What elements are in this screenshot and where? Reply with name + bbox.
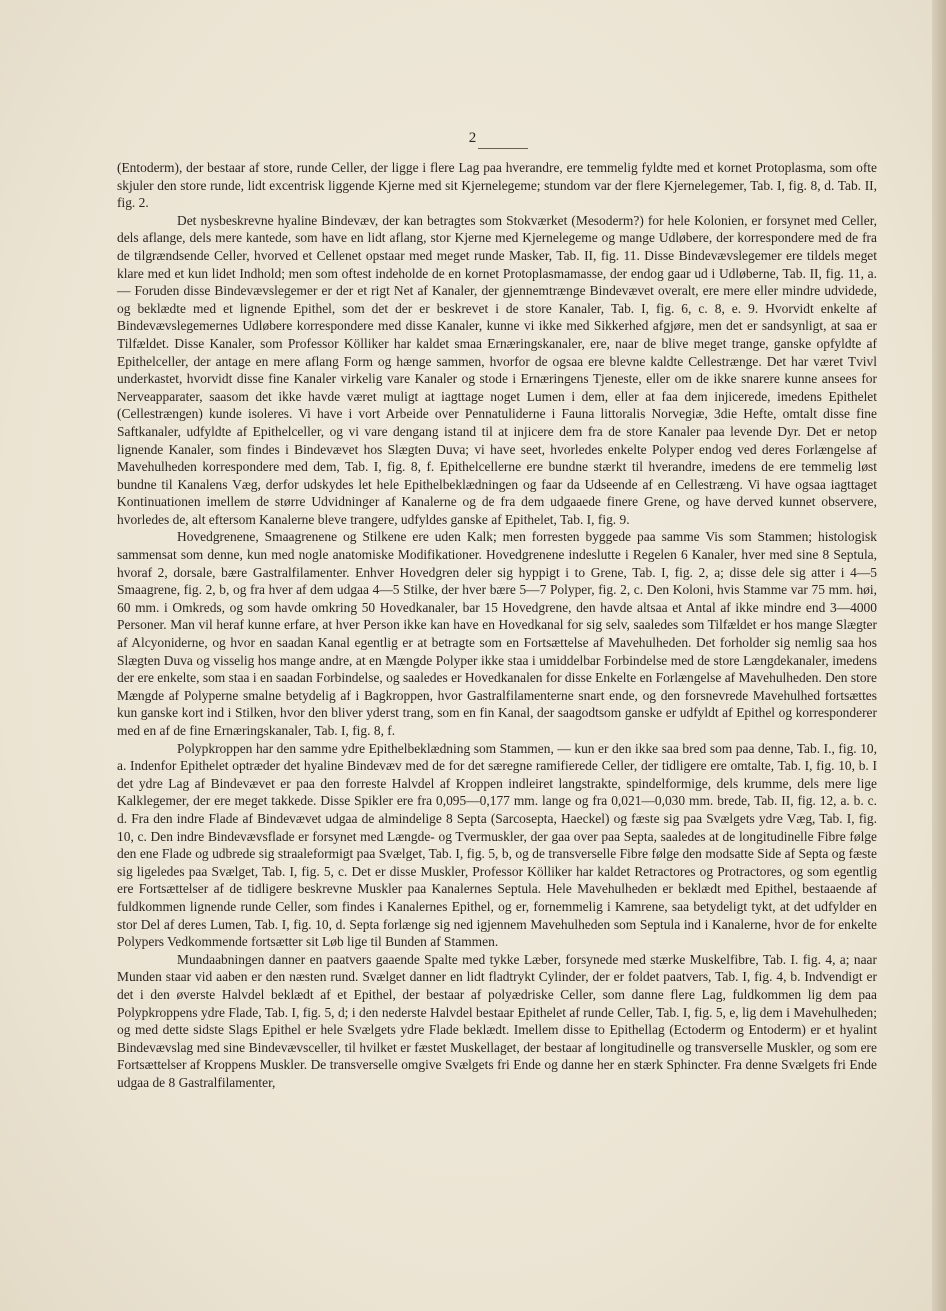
- page-number-rule: [478, 148, 528, 149]
- paragraph: Mundaabningen danner en paatvers gaaende Spalte med tykke Læber, forsynede med stærke Muskelfibre, Tab. I. fig. 4, a; naar Munden staar vid aaben er den næsten rund. Svælget danner en lidt fladtrykt Cylinder, der er foldet paatvers, Tab. I, fig. 4, b. Indvendigt er det i den øverste Halvdel beklædt af et Epithel, der bestaar af polyædriske Celler, som danne flere Lag, fuldkommen lig dem paa Polypkroppens ydre Flade, Tab. I, fig. 5, d; i den nederste Halvdel bestaar Epithelet af runde Celler, Tab. I, fig. 5, e, lig dem i Mavehulheden; og med dette sidste Slags Epithel er hele Svælgets ydre Flade beklædt. Imellem disse to Epithellag (Ectoderm og Entoderm) er et hyalint Bindevævslag med sine Bindevævsceller, til hvilket er fæstet Muskellaget, der bestaar af longitudinelle og transverselle Muskler, og som ere Fortsættelser af Kroppens Muskler. De transverselle omgive Svælgets fri Ende og danne her en stærk Sphincter. Fra denne Svælgets fri Ende udgaa de 8 Gastralfilamenter,: [117, 951, 877, 1090]
- paragraph: Polypkroppen har den samme ydre Epithelbeklædning som Stammen, — kun er den ikke saa bred som paa denne, Tab. I., fig. 10, a. Indenfor Epithelet optræder det hyaline Bindevæv med de for det særegne ramifierede Celler, der tidligere ere omtalte, Tab. I, fig. 10, b. I det ydre Lag af Bindevævet er paa den forreste Halvdel af Kroppen indleiret langstrakte, spindelformige, dels krumme, dels mere lige Kalklegemer, der ere meget takkede. Disse Spikler ere fra 0,095—0,177 mm. lange og fra 0,021—0,030 mm. brede, Tab. II, fig. 12, a. b. c. d. Fra den indre Flade af Bindevævet udgaa de almindelige 8 Septa (Sarcosepta, Haeckel) og fæste sig paa Svælgets ydre Væg, Tab. I, fig. 10, c. Den indre Bindevævsflade er forsynet med Længde- og Tvermuskler, der gaa over paa Septa, saaledes at de longitudinelle Fibre følge den ene Flade og udbrede sig straaleformigt paa Svælget, Tab. I, fig. 5, b, og de transverselle Fibre følge den modsatte Side af Septa og fæste sig ligeledes paa Svælget, Tab. I, fig. 5, c. Det er disse Muskler, Professor Kölliker har kaldet Retractores og Protractores, og som egentlig ere Fortsættelser af de tidligere beskrevne Muskler paa Kanalernes Septula. Hele Mavehulheden er beklædt med Epithel, bestaaende af fuldkommen lignende runde Celler, som findes i Kanalernes Epithel, og er, fornemmelig i Kamrene, saa betydeligt tykt, at det udfylder en stor Del af deres Lumen, Tab. I, fig. 10, d. Septa forlænge sig ned igjennem Mavehulheden som Septula ind i Kanalerne, hvor de for enkelte Polypers Vedkommende fortsætter sit Løb lige til Bunden af Stammen.: [117, 740, 877, 950]
- page-number: 2: [468, 130, 478, 146]
- body-text: [117, 159, 877, 1091]
- page-edge: [932, 0, 946, 1311]
- paragraph: Det nysbeskrevne hyaline Bindevæv, der kan betragtes som Stokværket (Mesoderm?) for hele Kolonien, er forsynet med Celler, dels aflange, dels mere kantede, som have en lidt aflang, stor Kjerne med Kjernelegeme og mange Udløbere, der korrespondere med de fra de tilgrændsende Celler, hvorved et Cellenet opstaar med meget runde Masker, Tab. II, fig. 11. Disse Bindevævslegemer ere tildels meget klare med et kun lidet Indhold; men som oftest indeholde de en kornet Protoplasmamasse, der endog gaar ud i Udløberne, Tab. II, fig. 11, a. — Foruden disse Bindevævslegemer er der et rigt Net af Kanaler, der gjennemtrænge Bindevævet overalt, ere mere eller mindre udvidede, og beklædte med et lignende Epithel, som det der er beskrevet i de store Kanaler, Tab. I, fig. 6, c. 8, e. 9. Hvorvidt enkelte af Bindevævslegemernes Udløbere korrespondere med disse Kanaler, kunne vi ikke med Sikkerhed afgjøre, men det er sandsynligt, at saa er Tilfældet. Disse Kanaler, som Professor Kölliker har kaldet smaa Ernæringskanaler, ere, naar de blive meget trange, ganske opfyldte af Epithelceller, der antage en mere aflang Form og hænge sammen, hvorfor de ogsaa ere blevne kaldte Cellestrænge. Det har været Tvivl underkastet, hvorvidt disse fine Kanaler virkelig vare Kanaler og stode i Ernæringens Tjeneste, eller om de ikke snarere kunne ansees for Nerveapparater, saasom det ikke havde været muligt at iagttage noget Lumen i dem, eller at faa dem injicerede, imedens Epithelet (Cellestrængen) kunde isoleres. Vi have i vort Arbeide over Pennatuliderne i Fauna littoralis Norvegiæ, 3die Hefte, omtalt disse fine Saftkanaler, udfyldte af Epithelceller, og vi vare dengang istand til at injicere dem fra de store Kanaler paa levende Dyr. Det er netop lignende Kanaler, som findes i Bindevævet hos Slægten Duva; vi have seet, hvorledes enkelte Polyper endog ved deres Forlængelse af Mavehulheden korrespondere med dem, Tab. I, fig. 8, f. Epithelcellerne ere bundne stærkt til hverandre, imedens de ere temmelig løst bundne til Kanalens Væg, derfor udskydes let hele Epithelbeklædningen og faar da Udseende af en Cellestræng. Vi have ogsaa iagttaget Kontinuationen imellem de større Udvidninger af Kanalerne og de fra dem udgaaede finere Grene, og have derved kunnet observere, hvorledes de, alt eftersom Kanalerne bleve trangere, udfyldes ganske af Epithelet, Tab. I, fig. 9.: [117, 212, 877, 527]
- paragraph: (Entoderm), der bestaar af store, runde Celler, der ligge i flere Lag paa hverandre, ere temmelig fyldte med et kornet Protoplasma, som ofte skjuler den store runde, lidt excentrisk liggende Kjerne med sit Kjernelegeme; stundom var der flere Kjernelegemer, Tab. I, fig. 8, d. Tab. II, fig. 2.: [117, 160, 877, 211]
- paragraph: Hovedgrenene, Smaagrenene og Stilkene ere uden Kalk; men forresten byggede paa samme Vis som Stammen; histologisk sammensat som denne, kun med nogle anatomiske Modifikationer. Hovedgrenene indeslutte i Regelen 6 Kanaler, hver med sine 8 Septula, hvoraf 2, dorsale, bære Gastralfilamenter. Enhver Hovedgren deler sig hyppigt i to Grene, Tab. I, fig. 2, a; disse dele sig atter i 4—5 Smaagrene, fig. 2, b, og fra hver af dem udgaa 4—5 Stilke, der hver bære 5—7 Polyper, fig. 2, c. Den Koloni, hvis Stamme var 75 mm. høi, 60 mm. i Omkreds, og som havde omkring 50 Hovedkanaler, bar 15 Hovedgrene, den havde altsaa et Antal af ikke mindre end 3—4000 Personer. Man vil heraf kunne erfare, at hver Person ikke kan have en Hovedkanal for sig selv, saaledes som Tilfældet er hos mange Slægter af Alcyoniderne, og hvor en saadan Kanal egentlig er at betragte som en Fortsættelse af Mavehulheden. Det forholder sig nemlig saa hos Slægten Duva og visselig hos mange andre, at en Mængde Polyper ikke staa i umiddelbar Forbindelse med de store Længdekanaler, imedens der ere enkelte, som staa i en saadan Forbindelse, og saaledes er Hovedkanalen for disse Enkelte en Forlængelse af Mavehulheden. Den store Mængde af Polyperne smalne betydelig af i Bagkroppen, hvor Gastralfilamenterne snart ende, og den forsnevrede Mavehulhed fortsættes kun ganske kort ind i Stilken, hvor den bliver yderst trang, som en fin Kanal, der saagodtsom ganske er udfyldt af Epithel og korresponderer med en af de fine Ernæringskanaler, Tab. I, fig. 8, f.: [117, 529, 877, 738]
